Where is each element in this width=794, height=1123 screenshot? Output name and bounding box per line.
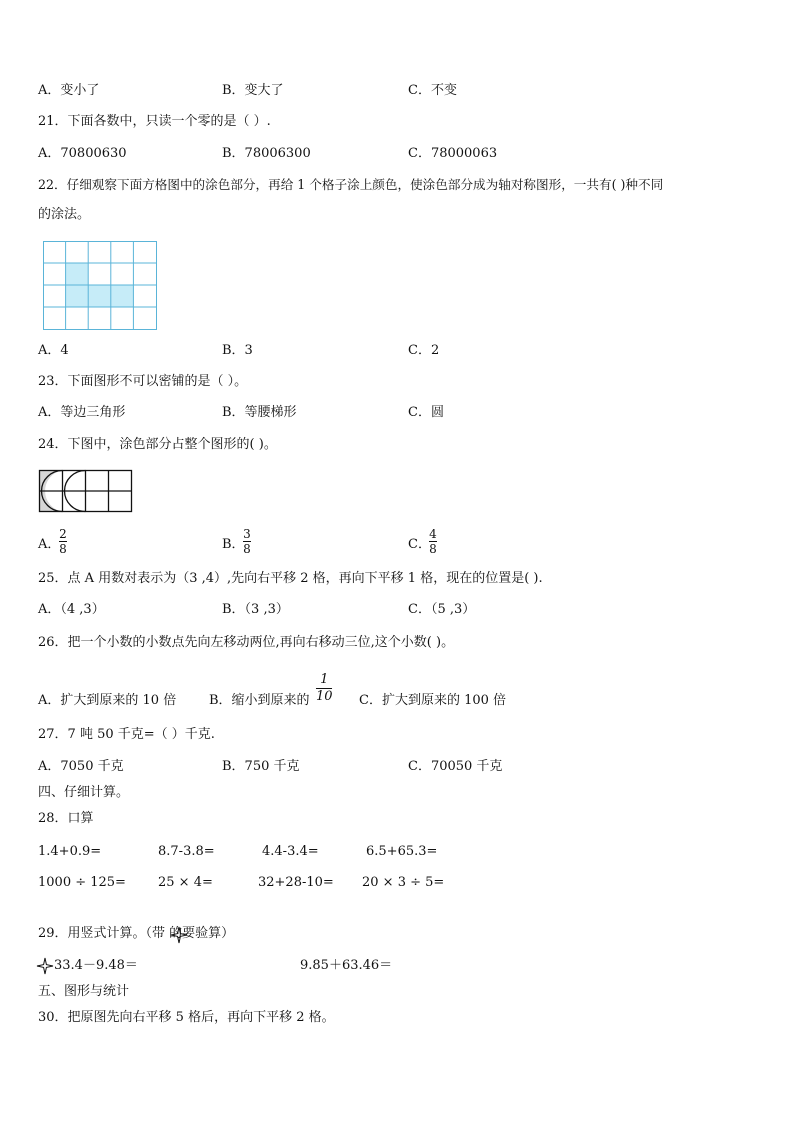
q24-option-c[interactable]: C． — [408, 537, 431, 552]
q22-grid-figure — [43, 241, 157, 331]
q22-question-line2: 的涂法。 — [38, 207, 91, 222]
q28-item: 8.7-3.8= — [158, 844, 215, 859]
q24-question: 24．下图中，涂色部分占整个图形的( )。 — [38, 437, 277, 452]
q24-option-a[interactable]: A． — [38, 537, 61, 552]
q20-option-c[interactable]: C．不变 — [408, 83, 457, 98]
q24-option-b[interactable]: B． — [222, 537, 245, 552]
q30-question: 30．把原图先向右平移 5 格后，再向下平移 2 格。 — [38, 1010, 335, 1025]
q22-shaded-cell — [66, 285, 89, 307]
four-point-star-icon — [37, 958, 53, 974]
q26-question: 26．把一个小数的小数点先向左移动两位,再向右移动三位,这个小数( )。 — [38, 635, 455, 650]
q29-item-1: 33.4－9.48＝ — [54, 958, 138, 973]
q28-item: 32+28-10= — [258, 875, 334, 890]
q26-option-c[interactable]: C．扩大到原来的 100 倍 — [359, 693, 507, 708]
q23-option-b[interactable]: B．等腰梯形 — [222, 405, 297, 420]
q29-item-2: 9.85＋63.46＝ — [300, 958, 393, 973]
q25-question: 25．点 A 用数对表示为（3 ,4）,先向右平移 2 格，再向下平移 1 格，现在的位置是( ). — [38, 571, 543, 586]
q28-title: 28．口算 — [38, 811, 94, 826]
q22-option-b[interactable]: B．3 — [222, 343, 253, 358]
q25-option-c[interactable]: C．（5 ,3） — [408, 602, 476, 617]
q28-item: 25 × 4= — [158, 875, 213, 890]
q20-option-a[interactable]: A．变小了 — [38, 83, 100, 98]
q24-option-a-fraction: 2 8 — [59, 527, 67, 556]
q26-option-b[interactable]: B．缩小到原来的 — [209, 693, 310, 708]
q23-option-c[interactable]: C．圆 — [408, 405, 444, 420]
q22-option-a[interactable]: A．4 — [38, 343, 69, 358]
q28-item: 20 × 3 ÷ 5= — [362, 875, 445, 890]
q22-shaded-cell — [66, 263, 89, 285]
q27-option-a[interactable]: A．7050 千克 — [38, 759, 124, 774]
q28-item: 4.4-3.4= — [262, 844, 319, 859]
q21-question: 21．下面各数中，只读一个零的是（ ）. — [38, 114, 271, 129]
q27-option-c[interactable]: C．70050 千克 — [408, 759, 503, 774]
section-4-heading: 四、仔细计算。 — [38, 785, 130, 800]
q22-shaded-cell — [88, 285, 111, 307]
four-point-star-icon — [171, 927, 187, 943]
q21-option-b[interactable]: B．78006300 — [222, 146, 311, 161]
section-5-heading: 五、图形与统计 — [38, 984, 130, 999]
q26-option-b-fraction: 1 10 — [316, 672, 333, 704]
q25-option-b[interactable]: B．（3 ,3） — [222, 602, 289, 617]
q22-shaded-cell — [111, 285, 134, 307]
q21-option-a[interactable]: A．70800630 — [38, 146, 127, 161]
q23-question: 23．下面图形不可以密铺的是（ ）。 — [38, 374, 248, 389]
q22-option-c[interactable]: C．2 — [408, 343, 440, 358]
q28-item: 1000 ÷ 125= — [38, 875, 126, 890]
q28-item: 1.4+0.9= — [38, 844, 102, 859]
q24-semicircle-figure — [38, 469, 134, 513]
q22-question-line1: 22．仔细观察下面方格图中的涂色部分，再给 1 个格子涂上颜色，使涂色部分成为轴对称图形，一共有( )种不同 — [38, 177, 664, 192]
q24-option-b-fraction: 3 8 — [243, 527, 251, 556]
q27-question: 27．7 吨 50 千克=（ ）千克. — [38, 727, 215, 742]
q29-title: 29．用竖式计算。（带 的要验算） — [38, 926, 235, 941]
q28-item: 6.5+65.3= — [366, 844, 438, 859]
q27-option-b[interactable]: B．750 千克 — [222, 759, 300, 774]
q24-option-c-fraction: 4 8 — [429, 527, 437, 556]
q20-option-b[interactable]: B．变大了 — [222, 83, 284, 98]
q23-option-a[interactable]: A．等边三角形 — [38, 405, 126, 420]
q25-option-a[interactable]: A．（4 ,3） — [38, 602, 105, 617]
q21-option-c[interactable]: C．78000063 — [408, 146, 498, 161]
q26-option-a[interactable]: A．扩大到原来的 10 倍 — [38, 693, 177, 708]
